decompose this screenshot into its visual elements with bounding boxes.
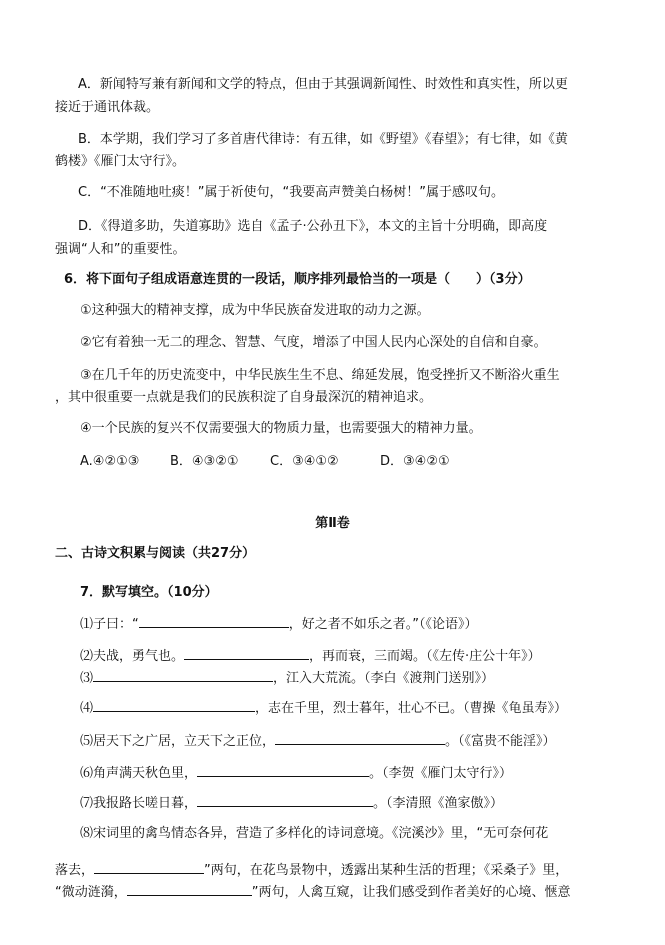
fill-line-3 xyxy=(80,668,494,688)
fill-line-4 xyxy=(80,698,567,718)
part2-title: 第Ⅱ卷 xyxy=(315,516,350,531)
fill-line-7-pre: ⑺我报路长嗟日暮， xyxy=(80,796,198,811)
q6-sentence-4: ④一个民族的复兴不仅需要强大的物质力量，也需要强大的精神力量。 xyxy=(80,421,482,436)
fill-line-2 xyxy=(80,646,541,666)
fill-line-2-post: ，再而衰，三而竭。（《左传·庄公十年》） xyxy=(309,649,541,664)
fill-line-1 xyxy=(80,614,478,634)
fill-line-5-post: 。（《富贵不能淫》） xyxy=(445,734,556,749)
fill-line-8-line2 xyxy=(55,860,568,880)
fill-line-6-pre: ⑹角声满天秋色里， xyxy=(80,766,198,781)
fill-line-4-pre: ⑷ xyxy=(80,701,94,716)
answer-blank[interactable] xyxy=(93,668,273,682)
fill-line-6 xyxy=(80,763,512,783)
answer-blank[interactable] xyxy=(94,860,204,874)
q6-sentence-3-line1: ③在几千年的历史流变中，中华民族生生不息、绵延发展，饱受挫折又不断浴火重生 xyxy=(80,368,560,383)
q6-option-c: C．③④①② xyxy=(270,454,339,469)
fill-line-7 xyxy=(80,793,503,813)
q5-option-d-line2: 强调“人和”的重要性。 xyxy=(55,242,186,257)
section-title: 二、古诗文积累与阅读（共27分） xyxy=(55,546,256,561)
q6-sentence-3-line2: ，其中很重要一点就是我们的民族积淀了自身最深沉的精神追求。 xyxy=(55,390,433,405)
fill-line-8-line1: ⑻宋词里的禽鸟情态各异，营造了多样化的诗词意境。《浣溪沙》里，“无可奈何花 xyxy=(80,826,549,841)
q6-option-d: D．③④②① xyxy=(380,454,450,469)
fill-line-1-pre: ⑴子曰：“ xyxy=(80,617,139,632)
q5-option-a-line1: A．新闻特写兼有新闻和文学的特点，但由于其强调新闻性、时效性和真实性，所以更 xyxy=(78,77,568,92)
answer-blank[interactable] xyxy=(93,698,255,712)
fill-line-1-post: ，好之者不如乐之者。”（《论语》） xyxy=(288,617,478,632)
fill-line-8-line2-post: ”两句，在花鸟景物中，透露出某种生活的哲理；《采桑子》里， xyxy=(204,863,569,878)
fill-line-8-line2-pre: 落去， xyxy=(55,863,95,878)
answer-blank[interactable] xyxy=(139,614,289,628)
fill-line-5 xyxy=(80,731,556,751)
fill-line-8-line3 xyxy=(55,882,571,902)
fill-line-2-pre: ⑵夫战，勇气也。 xyxy=(80,649,185,664)
answer-blank[interactable] xyxy=(127,882,252,896)
fill-line-5-pre: ⑸居天下之广居，立天下之正位， xyxy=(80,734,276,749)
fill-line-7-post: 。（李清照《渔家傲》） xyxy=(373,796,504,811)
answer-blank[interactable] xyxy=(197,793,373,807)
q5-option-a-line2: 接近于通讯体裁。 xyxy=(55,100,160,115)
q6-option-b: B．④③②① xyxy=(170,454,239,469)
q6-option-a: A.④②①③ xyxy=(80,454,140,469)
answer-blank[interactable] xyxy=(197,763,369,777)
q6-sentence-1: ①这种强大的精神支撑，成为中华民族奋发进取的动力之源。 xyxy=(80,303,430,318)
q5-option-c: C．“不准随地吐痰！”属于祈使句，“我要高声赞美白杨树！”属于感叹句。 xyxy=(78,185,505,200)
fill-line-8-line3-post: ”两句，人禽互窥，让我们感受到作者美好的心境、惬意 xyxy=(251,885,571,900)
q7-title: 7．默写填空。（10分） xyxy=(80,585,218,600)
q5-option-d-line1: D．《得道多助，失道寡助》选自《孟子·公孙丑下》，本文的主旨十分明确，即高度 xyxy=(78,219,548,234)
q5-option-b-line2: 鹤楼》《雁门太守行》。 xyxy=(55,154,186,169)
fill-line-6-post: 。（李贺《雁门太守行》） xyxy=(369,766,513,781)
answer-blank[interactable] xyxy=(275,731,445,745)
answer-blank[interactable] xyxy=(184,646,309,660)
q6-sentence-2: ②它有着独一无二的理念、智慧、气度，增添了中国人民内心深处的自信和自豪。 xyxy=(80,335,547,350)
fill-line-3-post: ，江入大荒流。（李白《渡荆门送别》） xyxy=(273,671,495,686)
q6-stem: 6．将下面句子组成语意连贯的一段话，顺序排列最恰当的一项是（ ）（3分） xyxy=(64,272,531,287)
fill-line-3-pre: ⑶ xyxy=(80,671,94,686)
fill-line-4-post: ，志在千里，烈士暮年，壮心不已。（曹操《龟虽寿》） xyxy=(255,701,568,716)
q5-option-b-line1: B．本学期，我们学习了多首唐代律诗：有五律，如《野望》《春望》；有七律，如《黄 xyxy=(78,132,568,147)
fill-line-8-line3-pre: “微动涟漪， xyxy=(55,885,127,900)
